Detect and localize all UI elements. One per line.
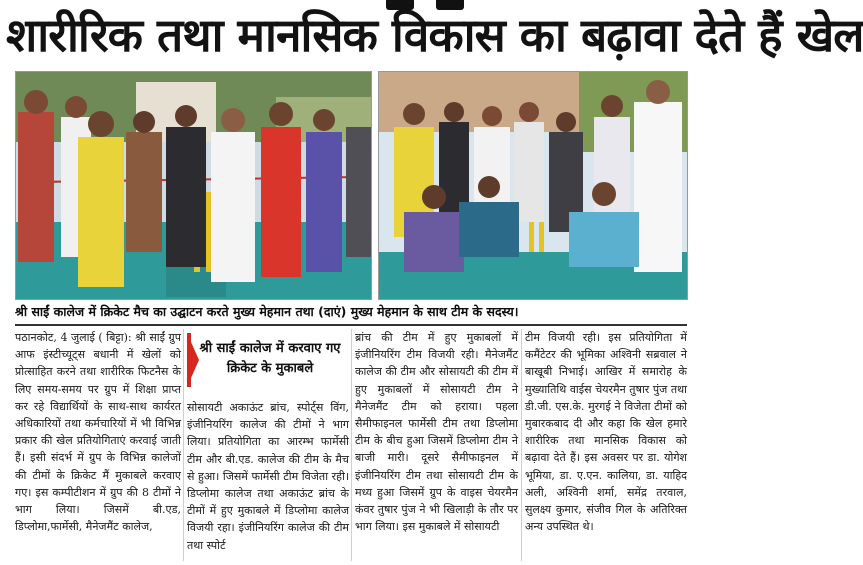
article-column-1 bbox=[15, 329, 181, 561]
article-column-3 bbox=[355, 329, 518, 561]
article-column-4 bbox=[525, 329, 687, 561]
column-divider bbox=[183, 329, 184, 561]
photo-team-members-image bbox=[379, 72, 687, 299]
photo-ribbon-cutting-image bbox=[16, 72, 371, 299]
subheadline: श्री साईं कालेज में करवाए गए क्रिकेट के मुकाबले bbox=[199, 341, 341, 376]
article-text-4: टीम विजयी रही। इस प्रतियोगिता में कमैंटेटर की भूमिका अश्विनी सब्रवाल ने बाखूबी निभाई। आखिर में समारोह के मुख्यातिथि वाईस चेयरमैन तुषार पुंज तथा डी.जी. एस.के. मुरगई ने विजेता टीमों को मुबारकबाद दी और कहा कि खेल हमारे शारीरिक तथा मानसिक विकास को बढ़ावा देते हैं। इस अवसर पर डा. योगेश भूमिया, डा. ए.एन. कालिया, डा. याहिद अली, अश्विनी शर्मा, समेंद्र तरवाल, सुलक्ष्य कुमार, संजीव गिल के अतिरिक्त अन्य उपस्थित थे। bbox=[525, 331, 687, 534]
photo-ribbon-cutting bbox=[15, 71, 372, 300]
column-divider bbox=[351, 329, 352, 561]
article-text-1: पठानकोट, 4 जुलाई ( बिट्टा): श्री साईं ग्रुप आफ इंस्टीच्यूट्स बधानी में खेलों को प्रोत्साहित करने तथा शारीरिक फिटनैस के लिए समय-समय पर ग्रुप में शिक्षा प्राप्त कर रहे विद्यार्थियों के साथ-साथ कार्यरत अधिकारियों तथा कर्मचारियों में भी विभिन्न प्रकार की खेल प्रतियोगिताएं करवाई जाती हैं। इसी संदर्भ में ग्रुप के विभिन्न कालेजों की टीमों के क्रिकेट मैं मुकाबले करवाए गए। इस कम्पीटीशन में ग्रुप की 8 टीमों ने भाग लिया। जिसमें बी.एड, डिप्लोमा,फार्मेसी, मैनेजमैंट कालेज, bbox=[15, 331, 181, 534]
photo-team-members bbox=[378, 71, 688, 300]
article-text-3: ब्रांच की टीम में हुए मुकाबलों में इंजीनियरिंग टीम विजयी रही। मैनेजमैंट कालेज की टीम और सोसायटी की टीम में हुए मुकाबलों में सोसायटी टीम ने मैनेजमैंट टीम को हराया। पहला सैमीफाइनल फार्मेसी टीम तथा डिप्लोमा टीम के बीच हुआ जिसमें डिप्लोमा टीम ने बाजी मारी। दूसरे सैमीफाइनल में इंजीनियरिंग टीम तथा सोसायटी टीम के मध्य हुआ जिसमें ग्रुप के वाइस चेयरमैन कंवर तुषार पुंज ने भी खिलाड़ी के तौर पर भाग लिया। इस मुकाबले में सोसायटी bbox=[355, 331, 518, 534]
column-divider bbox=[521, 329, 522, 561]
photo-caption: श्री साईं कालेज में क्रिकेट मैच का उद्घाटन करते मुख्य मेहमान तथा (दाएं) मुख्य मेहमान के साथ टीम के सदस्य। bbox=[15, 304, 519, 319]
subheadline-accent-icon bbox=[187, 333, 199, 387]
article-text-2: सोसायटी अकाऊंट ब्रांच, स्पोर्ट्स विंग, इंजीनियरिंग कालेज की टीमों ने भाग लिया। प्रतियोगिता का आरम्भ फार्मेसी टीम और बी.एड. कालेज की टीम के मैच से हुआ। जिसमें फार्मेसी टीम विजेता रही। डिप्लोमा कालेज तथा अकाऊंट ब्रांच के टीमों में हुए मुकाबले में डिप्लोमा कालेज विजयी रहा। इंजीनियरिंग कालेज की टीम तथा स्पोर्ट bbox=[187, 401, 349, 552]
subheadline-box bbox=[187, 333, 349, 387]
headline: शारीरिक तथा मानसिक विकास का बढ़ावा देते हैं खेल bbox=[6, 8, 863, 62]
caption-divider bbox=[15, 324, 687, 326]
article-column-2 bbox=[187, 333, 349, 565]
